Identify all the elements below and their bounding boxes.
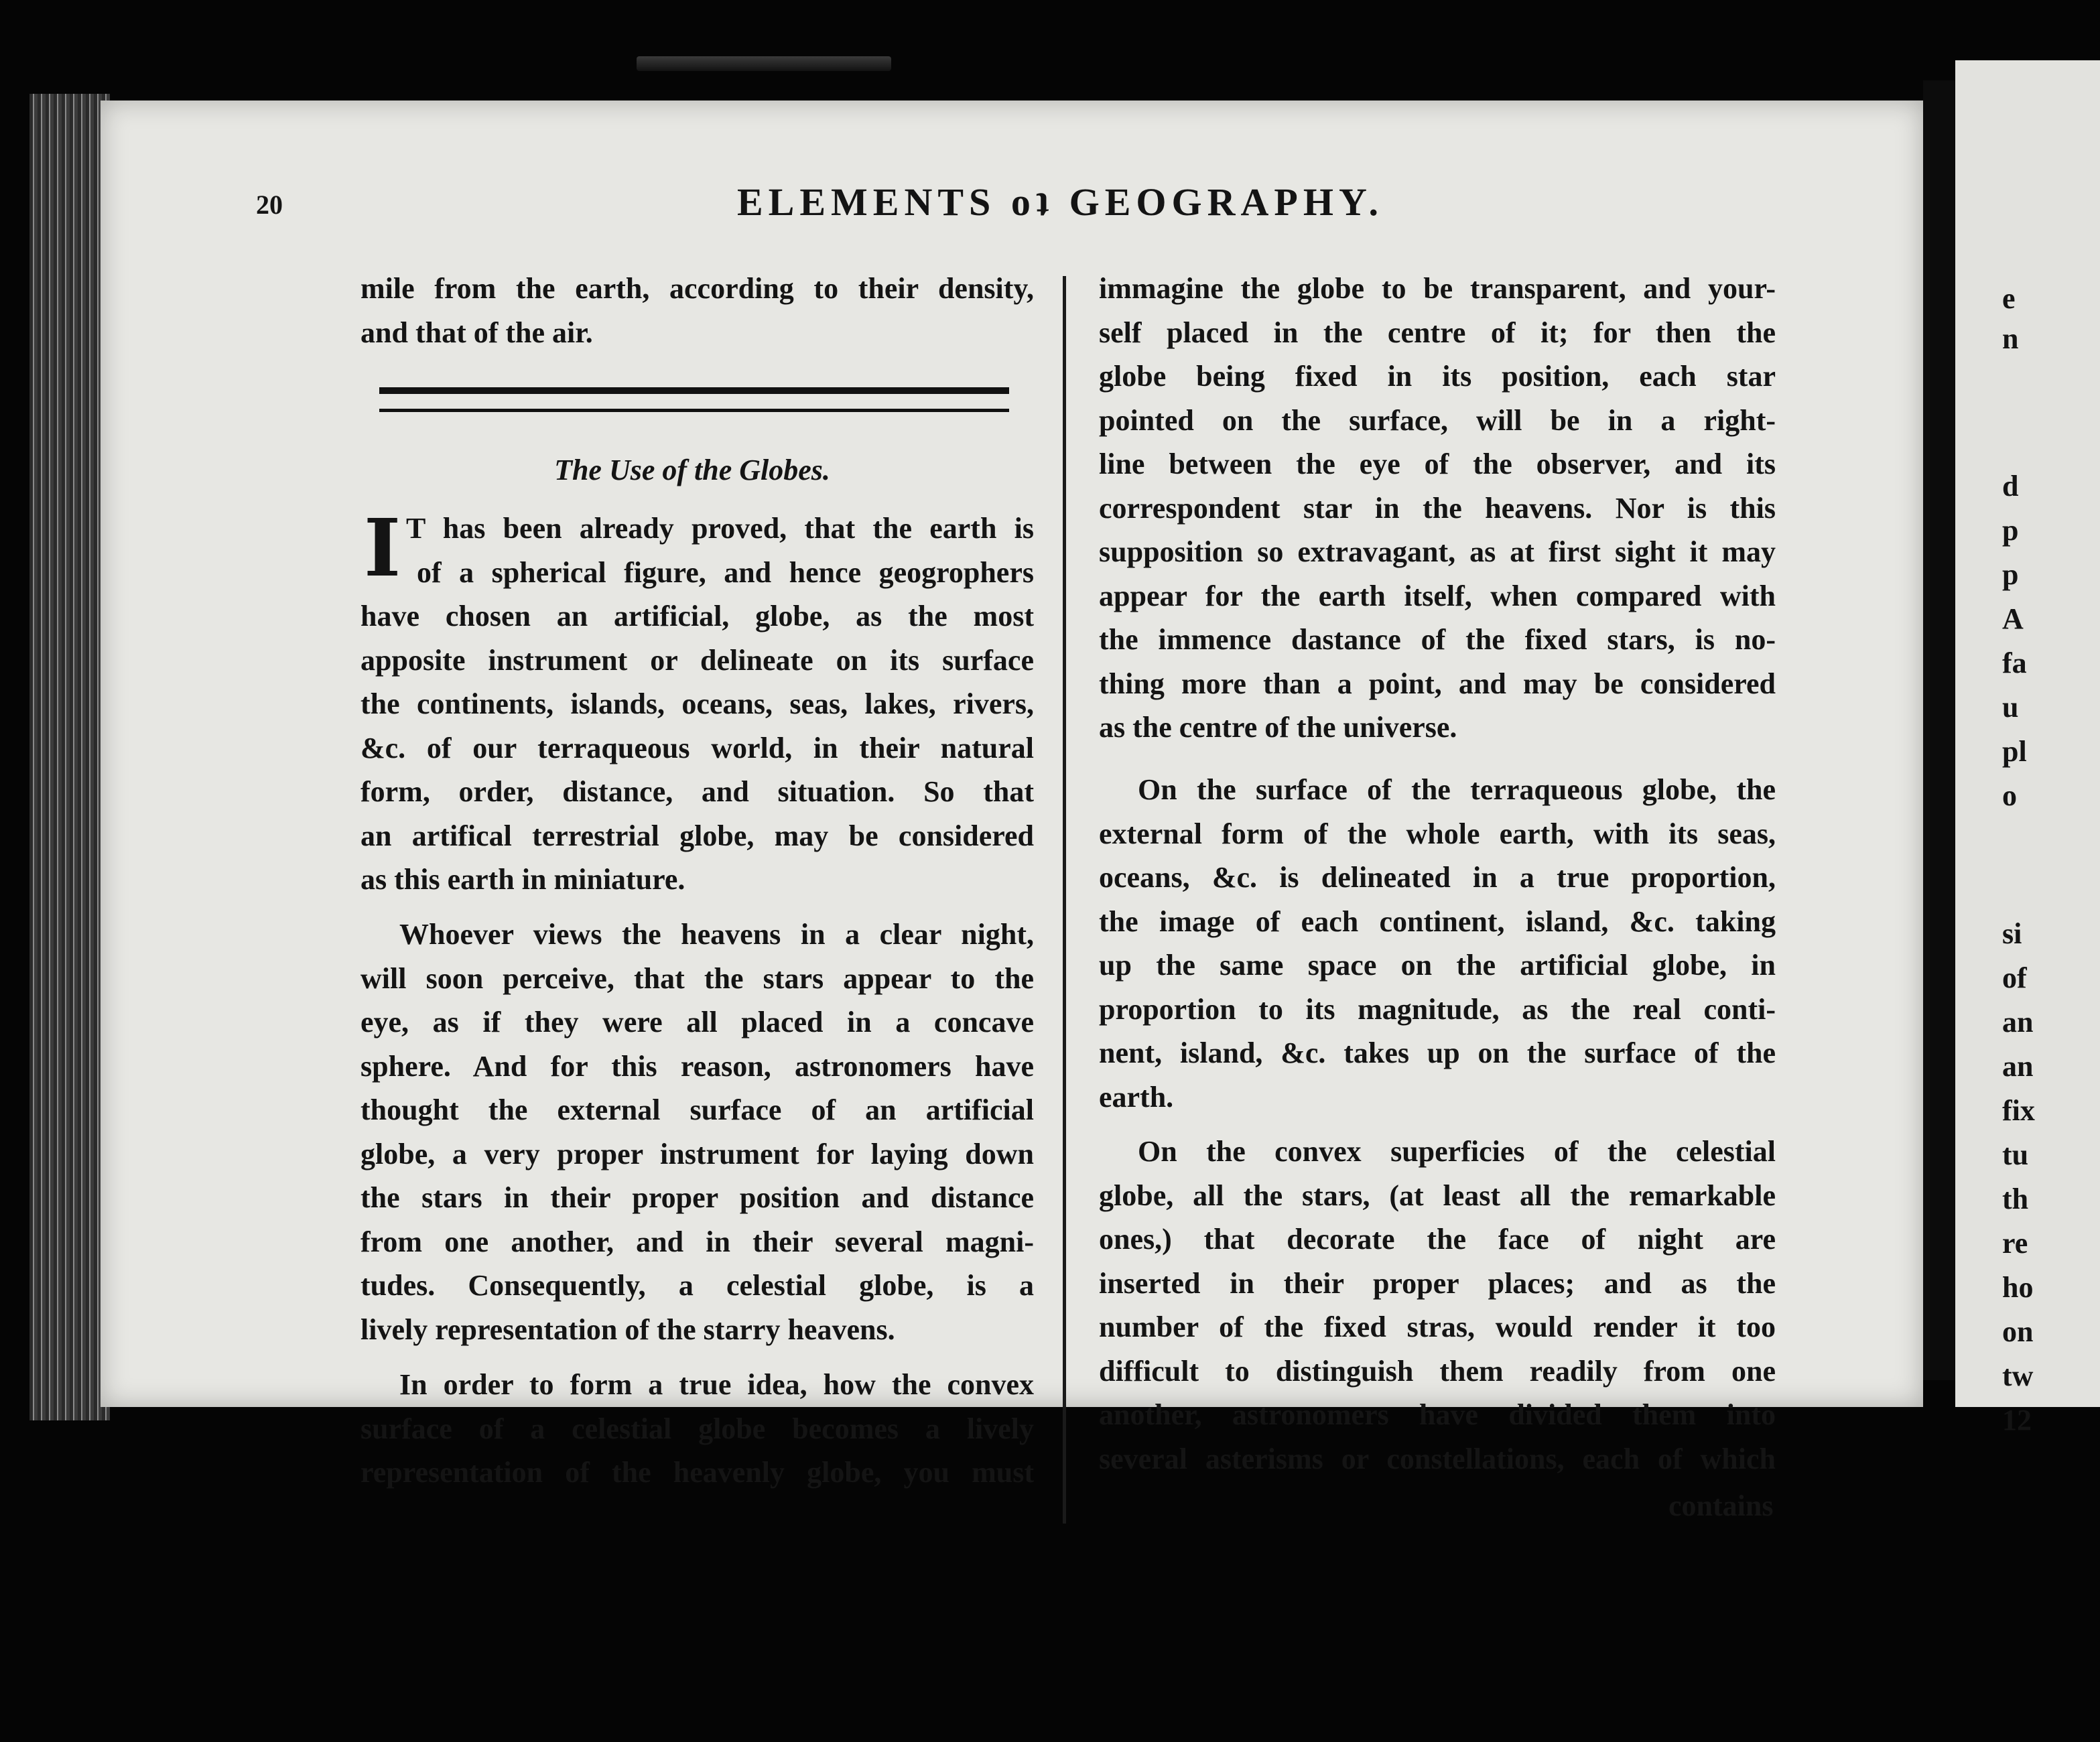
paragraph-2 [360,913,1034,1351]
text-line: nent, island, &c. takes up on the surface of the [1099,1036,1776,1069]
text-line: another, astronomers have divided them into [1099,1398,1776,1431]
text-line: number of the fixed stras, would render it too [1099,1311,1776,1343]
text-line: thought the external surface of an artificial [360,1093,1034,1126]
text-line: apposite instrument or delineate on its surface [360,643,1034,677]
paragraph-3 [360,1363,1034,1495]
facing-page-edge [1955,60,2100,1436]
drop-cap: I [364,501,401,594]
facing-page-fragment: fix [2002,1094,2035,1127]
text-line: difficult to distinguish them readily from one [1099,1354,1776,1388]
page-number: 20 [256,190,283,220]
facing-page-fragment: re [2002,1227,2028,1260]
text-line: self placed in the centre of it; for then the [1099,316,1776,349]
facing-page-fragment: th [2002,1183,2029,1215]
text-line: as this earth in miniature. [360,863,685,896]
text-line: In order to form a true idea, how the convex [399,1368,1034,1401]
text-line: the immence dastance of the fixed stars, is no- [1099,623,1776,656]
paragraph-5 [1099,768,1776,1119]
text-line: surface of a celestial globe becomes a lively [360,1412,1034,1445]
facing-page-fragment: tw [2002,1359,2034,1392]
paragraph-6 [1099,1130,1776,1481]
facing-page-fragment: ho [2002,1271,2034,1304]
facing-page-fragment: n [2002,322,2019,355]
text-line: appear for the earth itself, when compared with [1099,579,1776,612]
text-line: oceans, &c. is delineated in a true proportion, [1099,861,1776,894]
text-line: the image of each continent, island, &c. taking [1099,904,1776,938]
column-divider [1063,276,1066,1524]
gutter-shadow [1923,80,1955,1380]
section-rule [379,387,1009,412]
text-line: the continents, islands, oceans, seas, lakes, rivers, [360,687,1034,720]
catchword: contains [1668,1489,1774,1522]
text-line: lively representation of the starry heavens. [360,1313,895,1346]
facing-page-fragment: of [2002,961,2027,994]
text-line: &c. of our terraqueous world, in their natural [360,731,1034,764]
text-line: the stars in their proper position and distance [360,1181,1034,1214]
text-line: proportion to its magnitude, as the real conti- [1099,992,1776,1026]
paragraph-4 [1099,267,1776,750]
text-line: On the convex superficies of the celestial [1138,1135,1776,1168]
text-line: external form of the whole earth, with its seas, [1099,817,1776,850]
text-line: up the same space on the artificial globe, in [1099,949,1776,982]
text-line: eye, as if they were all placed in a concave [360,1006,1034,1038]
facing-page-fragment: o [2002,779,2017,812]
text-line: tudes. Consequently, a celestial globe, is a [360,1269,1034,1302]
facing-page-fragment: p [2002,514,2019,547]
running-head: ELEMENTS oʇ GEOGRAPHY. [737,180,1384,224]
text-line: and that of the air. [360,316,593,349]
text-line: correspondent star in the heavens. Nor is this [1099,491,1776,525]
text-line: of a spherical figure, and hence geogrophers [417,555,1034,589]
text-line: ones,) that decorate the face of night are [1099,1223,1776,1256]
text-line: T has been already proved, that the earth is [406,512,1034,545]
text-line: line between the eye of the observer, and its [1099,448,1776,480]
text-line: sphere. And for this reason, astronomers have [360,1049,1034,1083]
facing-page-fragment: A [2002,602,2024,635]
text-line: representation of the heavenly globe, you must [360,1456,1034,1489]
facing-page-fragment: 12 [2002,1404,2032,1436]
facing-page-fragment: on [2002,1315,2034,1348]
text-line: have chosen an artificial, globe, as the most [360,600,1034,632]
text-line: thing more than a point, and may be considered [1099,667,1776,700]
paragraph-1 [360,501,1034,902]
text-line: pointed on the surface, will be in a right- [1099,403,1776,437]
text-line: immagine the globe to be transparent, and your- [1099,272,1776,305]
binding-shadow [637,56,891,71]
text-line: from one another, and in their several magni- [360,1225,1034,1258]
text-line: will soon perceive, that the stars appear to the [360,961,1034,995]
text-line: form, order, distance, and situation. So that [360,775,1034,808]
text-line: earth. [1099,1080,1174,1114]
facing-page-fragment: p [2002,558,2019,591]
text-line: mile from the earth, according to their density, [360,272,1034,305]
text-line: several asterisms or constellations, each of which [1099,1442,1776,1475]
text-line: Whoever views the heavens in a clear night, [399,918,1034,951]
text-line: as the centre of the universe. [1099,711,1457,744]
book-edge [29,94,110,1420]
text-line: globe being fixed in its position, each star [1099,360,1776,393]
text-line: On the surface of the terraqueous globe, the [1138,773,1776,806]
facing-page-fragment: pl [2002,735,2027,768]
text-line: globe, a very proper instrument for laying down [360,1137,1034,1170]
section-title: The Use of the Globes. [554,454,830,486]
facing-page-fragment: an [2002,1006,2034,1038]
facing-page-fragment: e [2002,282,2016,315]
text-line: supposition so extravagant, as at first sight it may [1099,535,1776,568]
left-column-opening [360,267,1034,354]
facing-page-fragment: u [2002,691,2019,724]
facing-page-fragment: d [2002,470,2019,503]
facing-page-fragment: an [2002,1050,2034,1083]
text-line: globe, all the stars, (at least all the remarkable [1099,1179,1776,1212]
text-line: inserted in their proper places; and as the [1099,1266,1776,1300]
text-line: an artifical terrestrial globe, may be considered [360,819,1034,852]
facing-page-fragment: tu [2002,1138,2029,1171]
facing-page-fragment: si [2002,917,2022,950]
facing-page-fragment: fa [2002,647,2027,679]
